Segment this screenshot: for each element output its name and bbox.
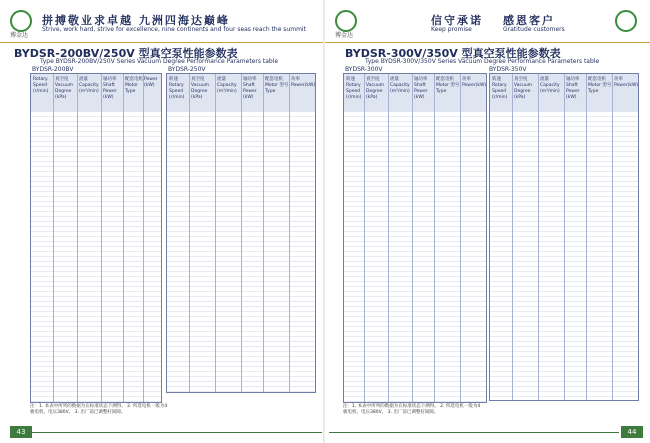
col-divider xyxy=(586,74,587,400)
header-speed: 转速 Rotary Speed (r/min) xyxy=(346,77,362,100)
col-divider xyxy=(564,74,565,400)
col-divider xyxy=(143,74,144,402)
col-divider xyxy=(412,74,413,402)
col-divider xyxy=(289,74,290,392)
col-divider xyxy=(77,74,78,402)
header-shaft-power: 轴功率 Shaft Power (kW) xyxy=(414,77,428,100)
page-number: 44 xyxy=(621,426,643,438)
table-body xyxy=(31,112,161,402)
col-divider xyxy=(123,74,124,402)
header-slogan-cn: 拼搏敬业求卓越 九洲四海达巅峰 xyxy=(42,14,230,27)
footnotes: 注：1. 本表中所列的数据为在标准状态下测得。 2. 所选电机一般为4极电机，电压380V。 3. 出厂前已调整好间隙。 xyxy=(30,404,168,415)
col-divider xyxy=(189,74,190,392)
col-divider xyxy=(512,74,513,400)
page-title: BYDSR-300V/350V 型真空泵性能参数表 xyxy=(345,47,561,60)
header-capacity: 流量 Capacity (m³/min) xyxy=(79,77,99,94)
table-label-b: BYDSR-350V xyxy=(489,66,527,73)
company-logo-icon xyxy=(615,10,637,32)
header-motor-type: 配套电机 Motor 型号 Type xyxy=(436,77,460,94)
header-speed: 转速 Rotary Speed (r/min) xyxy=(169,77,185,100)
table-label-b: BYDSR-250V xyxy=(168,66,206,73)
company-logo-icon xyxy=(335,10,357,32)
left-header xyxy=(0,8,325,44)
header-motor-power: 功率 Power(kW) xyxy=(291,77,316,88)
header-motor-power: 功率 Power(kW) xyxy=(614,77,639,88)
header-motor-type: 配套电机 Motor 型号 Type xyxy=(265,77,289,94)
header-capacity: 流量 Capacity (m³/min) xyxy=(540,77,560,94)
header-shaft-power: 轴功率 Shaft Power (kW) xyxy=(566,77,580,100)
page-title: BYDSR-200BV/250V 型真空泵性能参数表 xyxy=(14,47,238,60)
spec-table-b xyxy=(489,73,639,401)
footnotes: 注：1. 本表中所列的数据为在标准状态下测得。 2. 所选电机一般为4极电机，电压380V。 3. 出厂前已调整好间隙。 xyxy=(343,404,481,415)
table-label-a: BYDSR-300V xyxy=(345,66,383,73)
table-label-a: BYDSR-200BV xyxy=(32,66,74,73)
slogan-cn-2: 感恩客户 xyxy=(503,14,555,27)
page-subtitle: Type BYDSR-300V/350V Series Vacuum Degree Performance Parameters table xyxy=(365,58,600,65)
logo-text: 博金达 xyxy=(10,32,29,39)
col-divider xyxy=(612,74,613,400)
col-divider xyxy=(101,74,102,402)
header-vacuum: 真空度 Vacuum Degree (kPa) xyxy=(55,77,74,100)
header-motor-power: 功率 Power(kW) xyxy=(462,77,487,88)
col-divider xyxy=(53,74,54,402)
header-capacity: 流量 Capacity (m³/min) xyxy=(217,77,237,94)
slogan-en-2: Gratitude customers xyxy=(503,26,565,33)
table-header xyxy=(344,74,486,113)
col-divider xyxy=(538,74,539,400)
header-motor-type: 配套电机 Motor 型号 Type xyxy=(588,77,612,94)
col-divider xyxy=(388,74,389,402)
col-divider xyxy=(215,74,216,392)
header-shaft-power: 轴功率 Shaft Power (kW) xyxy=(243,77,257,100)
header-vacuum: 真空度 Vacuum Degree (kPa) xyxy=(191,77,210,100)
header-speed: Rotary Speed (r/min) xyxy=(33,77,49,94)
slogan-en-1: Keep promise xyxy=(431,26,472,33)
col-divider xyxy=(263,74,264,392)
slogan-cn-1: 信守承诺 xyxy=(431,14,483,27)
header-divider xyxy=(325,42,650,43)
spec-table-b xyxy=(166,73,316,393)
right-page xyxy=(325,0,650,443)
col-divider xyxy=(434,74,435,402)
footer-bar xyxy=(329,432,619,433)
col-divider xyxy=(241,74,242,392)
col-divider xyxy=(460,74,461,402)
logo-text: 博金达 xyxy=(335,32,354,39)
header-vacuum: 真空度 Vacuum Degree (kPa) xyxy=(514,77,533,100)
company-logo-icon xyxy=(10,10,32,32)
header-capacity: 流量 Capacity (m³/min) xyxy=(390,77,410,94)
header-vacuum: 真空度 Vacuum Degree (kPa) xyxy=(366,77,385,100)
col-divider xyxy=(364,74,365,402)
spec-table-a xyxy=(343,73,487,403)
header-motor-power: Power (kW) xyxy=(144,77,158,88)
header-speed: 转速 Rotary Speed (r/min) xyxy=(492,77,508,100)
header-divider xyxy=(0,42,325,43)
table-header xyxy=(31,74,161,113)
right-header xyxy=(325,8,650,44)
header-shaft-power: 轴功率 Shaft Power (kW) xyxy=(103,77,117,100)
page-number: 43 xyxy=(10,426,32,438)
table-body xyxy=(344,112,486,402)
page-subtitle: Type BYDSR-200BV/250V Series Vacuum Degree Performance Parameters table xyxy=(40,58,279,65)
header-slogan-en: Strive, work hard, strive for excellence, nine continents and four seas reach the summit xyxy=(42,26,306,33)
header-motor-type: 配套电机 Motor Type xyxy=(125,77,143,94)
footer-bar xyxy=(32,432,322,433)
spec-table-a xyxy=(30,73,162,403)
